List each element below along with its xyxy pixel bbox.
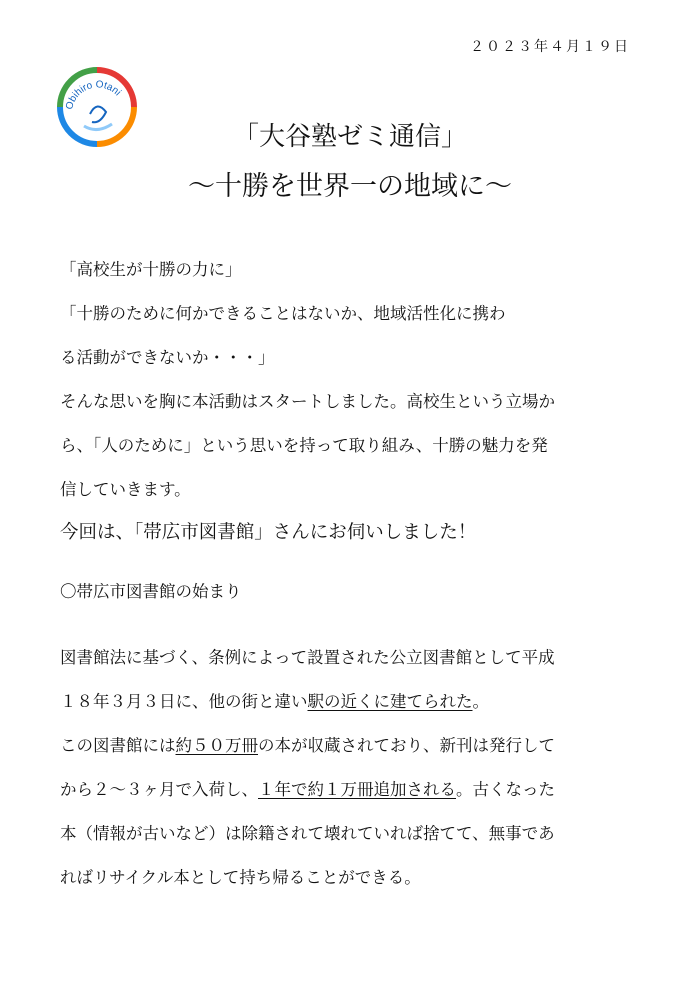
text-segment: 。古くなった — [456, 780, 555, 799]
text-segment: から２～３ヶ月で入荷し、 — [60, 780, 258, 799]
text-segment: 。 — [472, 692, 489, 711]
section-heading: 〇帯広市図書館の始まり — [60, 582, 242, 601]
underlined-text: 駅の近くに建てられた — [307, 692, 473, 711]
document-date: ２０２３年４月１９日 — [470, 39, 630, 55]
paragraph-line — [60, 688, 489, 712]
text-segment: の本が収蔵されており、新刊は発行して — [258, 736, 555, 755]
text-segment: この図書館には — [60, 736, 176, 755]
underlined-text: 約５０万冊 — [175, 736, 258, 755]
paragraph-line: 本（情報が古いなど）は除籍されて壊れていれば捨てて、無事であ — [60, 824, 555, 843]
underlined-text: １年で約１万冊追加される — [258, 780, 456, 799]
visit-announcement: 今回は、「帯広市図書館」さんにお伺いしました！ — [60, 522, 477, 543]
intro-line: そんな思いを胸に本活動はスタートしました。高校生という立場か — [60, 392, 555, 411]
intro-line: る活動ができないか・・・」 — [60, 348, 275, 367]
intro-line: ら、「人のために」という思いを持って取り組み、十勝の魅力を発 — [60, 436, 548, 455]
text-segment: １８年３月３日に、他の街と違い — [60, 692, 308, 711]
intro-line: 「十勝のために何かできることはないか、地域活性化に携わ — [60, 304, 506, 323]
paragraph-line: ればリサイクル本として持ち帰ることができる。 — [60, 868, 421, 887]
newsletter-title: 「大谷塾ゼミ通信」 — [232, 122, 467, 152]
newsletter-subtitle: ～十勝を世界一の地域に～ — [188, 171, 512, 202]
intro-line: 信していきます。 — [60, 480, 191, 499]
paragraph-line — [60, 776, 555, 800]
paragraph-line — [60, 732, 555, 756]
paragraph-line: 図書館法に基づく、条例によって設置された公立図書館として平成 — [60, 648, 555, 667]
intro-line: 「高校生が十勝の力に」 — [60, 260, 242, 279]
svg-text:Obihiro Otani: Obihiro Otani — [64, 79, 123, 111]
